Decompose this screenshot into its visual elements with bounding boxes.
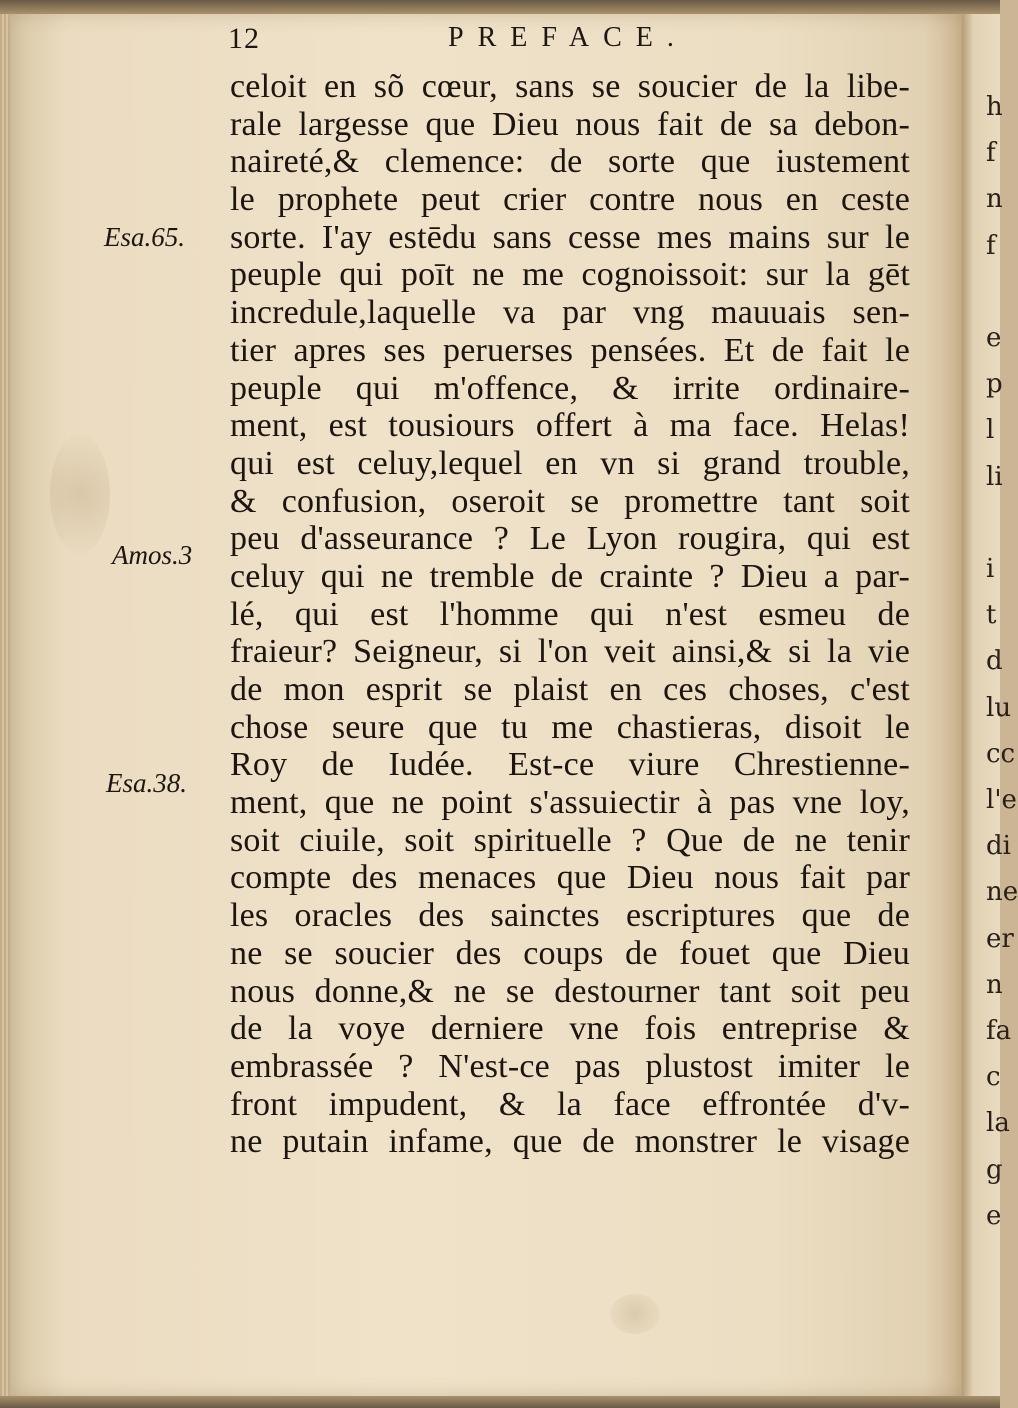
text-line: ne se soucier des coups de fouet que Dieu xyxy=(230,934,910,972)
text-line: ment, est tousiours offert à ma face. Helas! xyxy=(230,407,910,445)
text-line: incredule,laquelle va par vng mauuais sen- xyxy=(230,294,910,332)
page-number: 12 xyxy=(228,22,260,55)
text-line: tier apres ses peruerses pensées. Et de fait le xyxy=(230,331,910,369)
text-line: chose seure que tu me chastieras, disoit le xyxy=(230,708,910,746)
text-line: & confusion, oseroit se promettre tant soit xyxy=(230,482,910,520)
text-line: peuple qui m'offence, & irrite ordinaire- xyxy=(230,369,910,407)
text-line: sorte. I'ay estēdu sans cesse mes mains sur le xyxy=(230,218,910,256)
text-line: naireté,& clemence: de sorte que iustement xyxy=(230,143,910,181)
body-text xyxy=(230,68,910,1161)
text-line: lé, qui est l'homme qui n'est esmeu de xyxy=(230,595,910,633)
paper-stain xyxy=(610,1294,660,1334)
text-line: ne putain infame, que de monstrer le visage xyxy=(230,1123,910,1161)
running-head: PREFACE. xyxy=(448,22,688,53)
text-line: celuy qui ne tremble de crainte ? Dieu a par- xyxy=(230,557,910,595)
text-line: les oracles des sainctes escriptures que de xyxy=(230,897,910,935)
text-line: compte des menaces que Dieu nous fait par xyxy=(230,859,910,897)
text-line: peuple qui poīt ne me cognoissoit: sur la gēt xyxy=(230,256,910,294)
page-header xyxy=(228,22,908,62)
margin-note-esa65: Esa.65. xyxy=(104,222,185,252)
margin-note-amos3: Amos.3 xyxy=(112,540,193,570)
bottom-shadow-band xyxy=(0,1396,1000,1408)
text-line: celoit en sõ cœur, sans se soucier de la libe- xyxy=(230,68,910,105)
text-line: fraieur? Seigneur, si l'on veit ainsi,& si la vie xyxy=(230,633,910,671)
top-shadow-band xyxy=(0,0,1000,14)
paper-stain xyxy=(50,434,110,554)
text-line: front impudent, & la face effrontée d'v- xyxy=(230,1085,910,1123)
text-line: nous donne,& ne se destourner tant soit peu xyxy=(230,972,910,1010)
text-line: le prophete peut crier contre nous en ceste xyxy=(230,181,910,219)
text-line: de la voye derniere vne fois entreprise & xyxy=(230,1010,910,1048)
facing-page-edge xyxy=(962,14,1018,1396)
text-line: de mon esprit se plaist en ces choses, c'est xyxy=(230,671,910,708)
text-line: embrassée ? N'est-ce pas plustost imiter le xyxy=(230,1047,910,1085)
facing-page-bleed-text: h f n f e p l li i t d lu cc l'e di ne er n fa c la g e xyxy=(986,92,1018,1231)
text-line: qui est celuy,lequel en vn si grand trouble, xyxy=(230,444,910,482)
text-line: peu d'asseurance ? Le Lyon rougira, qui est xyxy=(230,520,910,558)
text-line: Roy de Iudée. Est-ce viure Chrestienne- xyxy=(230,746,910,784)
text-line: ment, que ne point s'assuiectir à pas vne loy, xyxy=(230,784,910,822)
margin-note-esa38: Esa.38. xyxy=(106,768,187,798)
text-line: rale largesse que Dieu nous fait de sa debon- xyxy=(230,105,910,143)
text-line: soit ciuile, soit spirituelle ? Que de ne tenir xyxy=(230,821,910,859)
